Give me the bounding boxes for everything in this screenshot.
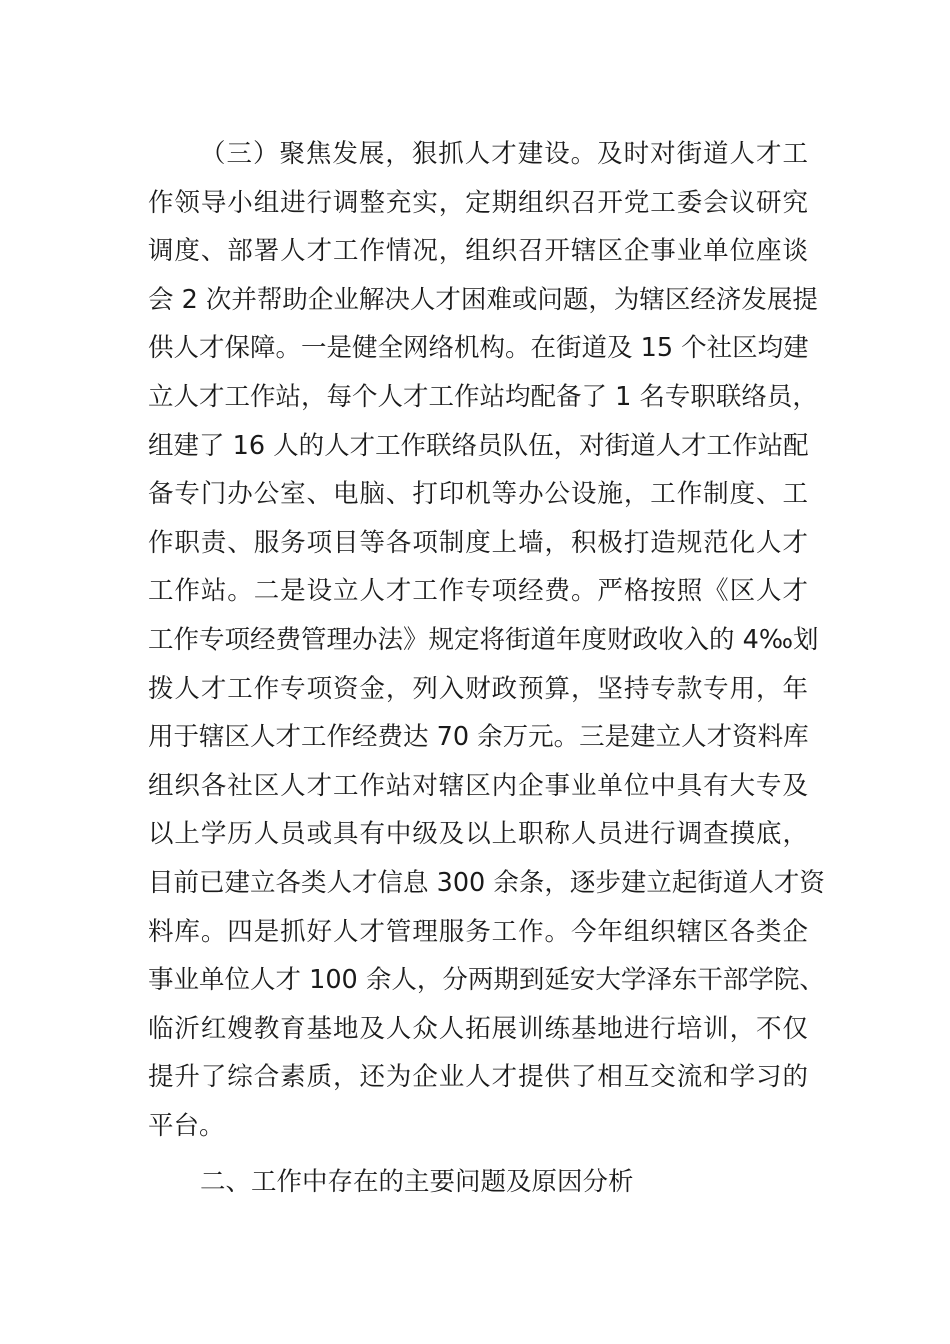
paragraph-line: 料库。四是抓好人才管理服务工作。今年组织辖区各类企	[148, 916, 808, 947]
paragraph-line: 工作专项经费管理办法》规定将街道年度财政收入的 4‰划	[148, 624, 819, 655]
paragraph-line: 会 2 次并帮助企业解决人才困难或问题，为辖区经济发展提	[148, 284, 818, 315]
paragraph-line: 组织各社区人才工作站对辖区内企事业单位中具有大专及	[148, 770, 808, 801]
body-text	[148, 130, 825, 1207]
paragraph-line: 以上学历人员或具有中级及以上职称人员进行调查摸底，	[148, 819, 808, 850]
paragraph-line: 用于辖区人才工作经费达 70 余万元。三是建立人才资料库	[148, 722, 809, 753]
paragraph-line: 组建了 16 人的人才工作联络员队伍，对街道人才工作站配	[148, 430, 809, 461]
paragraph-line: 工作站。二是设立人才工作专项经费。严格按照《区人才	[148, 576, 808, 607]
paragraph-line: 事业单位人才 100 余人，分两期到延安大学泽东干部学院、	[148, 965, 825, 996]
paragraph-line: （三）聚焦发展，狠抓人才建设。及时对街道人才工	[200, 139, 808, 169]
paragraph-line: 临沂红嫂教育基地及人众人拓展训练基地进行培训，不仅	[148, 1013, 808, 1044]
paragraph-line: 作职责、服务项目等各项制度上墙，积极打造规范化人才	[148, 527, 808, 558]
paragraph-line: 目前已建立各类人才信息 300 余条，逐步建立起街道人才资	[148, 867, 825, 898]
paragraph-line: 备专门办公室、电脑、打印机等办公设施，工作制度、工	[148, 479, 808, 510]
paragraph-line: 平台。	[148, 1110, 225, 1141]
paragraph-line: 拨人才工作专项资金，列入财政预算，坚持专款专用，年	[148, 673, 808, 704]
section-heading: 二、工作中存在的主要问题及原因分析	[200, 1167, 634, 1198]
paragraph-line: 立人才工作站，每个人才工作站均配备了 1 名专职联络员，	[148, 381, 818, 412]
paragraph-line: 作领导小组进行调整充实，定期组织召开党工委会议研究	[148, 187, 808, 218]
paragraph-line: 提升了综合素质，还为企业人才提供了相互交流和学习的	[148, 1062, 808, 1093]
paragraph-line: 供人才保障。一是健全网络机构。在街道及 15 个社区均建	[148, 333, 809, 364]
paragraph-line: 调度、部署人才工作情况，组织召开辖区企事业单位座谈	[148, 236, 808, 267]
